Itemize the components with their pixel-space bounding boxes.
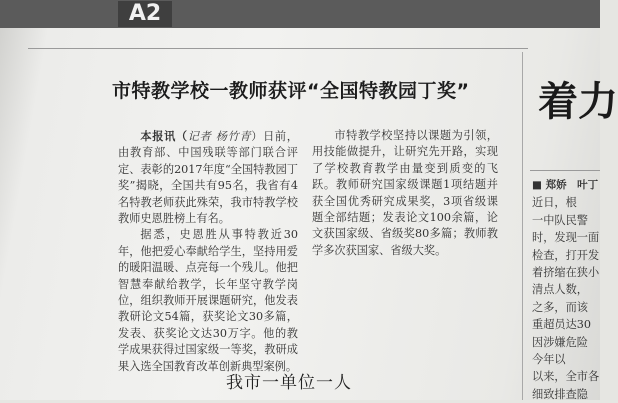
article-column-1 [118,128,298,375]
right-line: 重超员达30 [532,318,591,332]
paragraph-3: 市特教学校坚持以课题为引领，用技能做提升，让研究先开路，实现了学校教育教学由量变到质变的飞跃。教师研究国家级课题1项结题并获全国优秀研究成果奖，3项省级课题全部结题；发表论文100余篇，论文获国家级、省级奖80多篇；教师教学多次获国家、省级大奖。 [312,129,498,257]
right-article-column [532,177,600,400]
byline-lead: 本报讯（ [140,129,188,143]
article-column-2 [312,128,498,259]
right-line: 时，发现一面 [532,231,600,245]
next-article-headline: 我市一单位一人 [226,373,352,393]
right-line: 细致排查隐 [532,387,588,401]
right-line: 一中队民警 [532,213,588,227]
paragraph-2: 据悉，史恩胜从事特教近30年，他把爱心奉献给学生，坚持用爱的暖阳温暖、点亮每一个残儿。他把智慧奉献给教学，长年坚守教学岗位，组织教师开展课题研究，他发表教研论文54篇，获奖论文30多篇，发表、获奖论文达30万字。他的教学成果获得过国家级一等奖，教研成果入选全国教育改革创新典型案例。 [118,228,298,373]
right-headline-rule [530,170,600,171]
right-line: 因涉嫌危险 [532,335,588,349]
right-line: 今年以 [532,353,566,367]
right-byline: ■ 郑娇 叶丁 [532,179,599,191]
article-headline: 市特教学校一教师获评“全国特教园丁奖” [112,80,470,102]
right-line: 清点人数， [532,283,588,297]
right-line: 近日，根 [532,196,577,210]
page-number: A2 [118,1,172,27]
byline-reporter: 记者 杨竹青 [187,130,252,143]
header-rule [28,48,528,49]
right-line: 检查，打开发 [532,248,600,262]
page-header-band [0,0,600,28]
right-article-headline: 着力 [538,79,618,125]
right-line: 以来，全市各 [532,370,600,384]
right-line: 之多，而该 [532,300,588,314]
lead-paragraph [118,128,298,227]
lead-paragraph-text: ）日前，由教育部、中国残联等部门联合评定、表彰的2017年度“全国特教园丁奖”揭晓，全国共有95名，我省有4名特教老师获此殊荣，我市特教学校教师史恩胜榜上有名。 [118,130,298,226]
column-divider [522,52,523,400]
right-line: 着挤缩在狭小 [532,266,600,280]
